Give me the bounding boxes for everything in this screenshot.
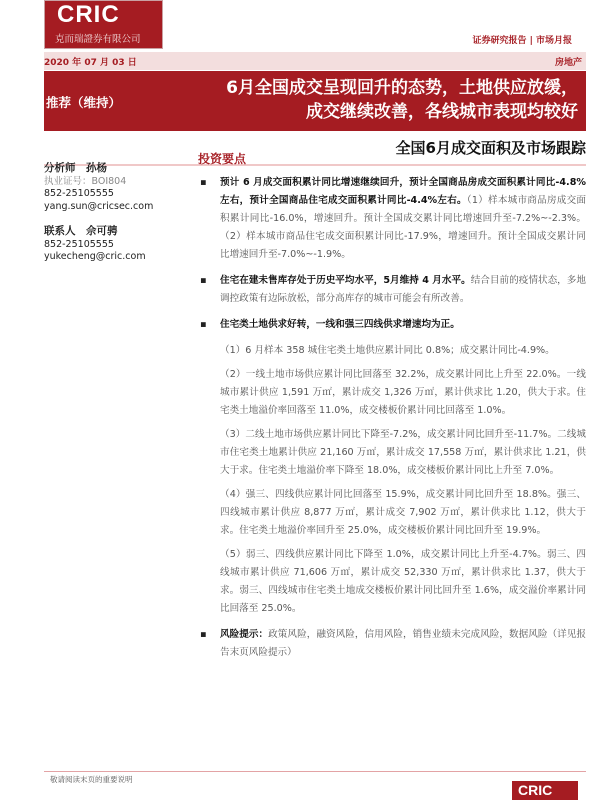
risk-label: 风险提示： xyxy=(220,629,269,640)
contact-phone: 852-25105555 xyxy=(44,238,114,250)
report-date: 2020 年 07 月 03 日 xyxy=(44,58,137,68)
report-subtitle: 全国6月成交面积及市场跟踪 xyxy=(395,139,586,157)
title-banner xyxy=(44,71,586,131)
analyst-phone: 852-25105555 xyxy=(44,188,114,199)
risk-text: 政策风险，融资风险，信用风险，销售业绩未完成风险，数据风险（详见报告末页风险提示） xyxy=(220,629,587,658)
bullet-bold: 预计 6 月成交面积累计同比增速继续回升，预计全国商品房成交面积累计同比-4.8%左右，预计全国商品住宅成交面积累计同比-4.4%左右。 xyxy=(220,177,586,206)
rating: 推荐（维持） xyxy=(46,95,122,110)
bullet-icon: ▪ xyxy=(200,275,207,286)
paragraph: （5）弱三、四线供应累计同比下降至 1.0%，成交累计同比上升至-4.7%。弱三、四线城市累计供应 71,606 万㎡，累计成交 52,330 万㎡，累计供求比 1.37，供大于求。弱三、四线城市住宅类土地成交楼板价累计同比回升至 1.6%，成交溢价率累计同比回落至 25.0%。 xyxy=(220,549,586,614)
risk-bullet xyxy=(198,626,586,662)
bullet-item xyxy=(198,174,586,264)
bullet-text: （1）样本城市商品房成交面积累计同比-16.0%，增速回升。预计全国成交累计同比增速回升至-7.2%~-2.3%。（2）样本城市商品住宅成交面积累计同比-17.9%，增速回升。预计全国成交累计同比增速回升至-7.0%~-1.9%。 xyxy=(220,195,586,260)
bullet-icon: ▪ xyxy=(200,319,207,330)
paragraph: （3）二线土地市场供应累计同比下降至-7.2%，成交累计同比回升至-11.7%。二线城市住宅类土地累计供应 21,160 万㎡，累计成交 17,558 万㎡，累计供求比 1.21，供大于求。住宅类土地溢价率下降至 18.0%，成交楼板价累计同比上升至 7.0%。 xyxy=(220,429,586,476)
report-title xyxy=(226,76,578,124)
title-line: 6月全国成交呈现回升的态势，土地供应放缓， xyxy=(226,78,578,98)
date-band xyxy=(44,52,586,70)
key-points xyxy=(198,150,586,670)
logo-text: CRIC xyxy=(57,1,120,28)
analyst-license: 执业证号：BOI804 xyxy=(44,175,127,187)
bullet-icon: ▪ xyxy=(200,177,207,188)
title-line: 成交继续改善，各线城市表现均较好 xyxy=(306,102,578,122)
analyst-email[interactable]: yang.sun@cricsec.com xyxy=(44,200,154,212)
contact-email[interactable]: yukecheng@cric.com xyxy=(44,251,146,262)
bullet-item xyxy=(198,316,586,334)
footer-note: 敬请阅读末页的重要说明 xyxy=(50,775,133,784)
analyst-name: 分析师 孙杨 xyxy=(44,162,107,174)
section-heading: 投资要点 xyxy=(198,152,247,166)
doc-type: 证券研究报告 | 市场月报 xyxy=(472,36,572,46)
contact-name: 联系人 佘可骋 xyxy=(44,225,118,237)
analyst-panel xyxy=(44,162,194,264)
footer-logo: CRIC xyxy=(512,781,578,800)
bullet-bold: 住宅类土地供求好转，一线和强三四线供求增速均为正。 xyxy=(220,319,460,330)
bullet-text: 结合目前的疫情状态，多地调控政策有边际放松，部分高库存的城市可能会有所改善。 xyxy=(220,275,586,304)
cric-logo xyxy=(44,0,163,49)
paragraph: （4）强三、四线供应累计同比回落至 15.9%，成交累计同比回升至 18.8%。强三、四线城市累计供应 8,877 万㎡，累计成交 7,902 万㎡，累计供求比 1.12，供大于求。住宅类土地溢价率回升至 25.0%，成交楼板价累计同比回升至 19.9%。 xyxy=(220,489,586,536)
paragraph: （1）6 月样本 358 城住宅类土地供应累计同比 0.8%；成交累计同比-4.9%。 xyxy=(220,345,555,356)
paragraph: （2）一线土地市场供应累计同比回落至 32.2%，成交累计同比上升至 22.0%。一线城市累计供应 1,591 万㎡，累计成交 1,326 万㎡，累计供求比 1.20，供大于求。住宅类土地溢价率回落至 11.0%，成交楼板价累计同比回落至 1.0%。 xyxy=(220,369,586,416)
sector: 房地产 xyxy=(554,58,582,68)
logo-subtitle: 克而瑞證券有限公司 xyxy=(55,34,141,45)
footer-divider xyxy=(44,771,586,772)
bullet-bold: 住宅在建未售库存处于历史平均水平，5月维持 4 月水平。 xyxy=(220,275,471,286)
bullet-item xyxy=(198,272,586,308)
bullet-icon: ▪ xyxy=(200,629,207,640)
